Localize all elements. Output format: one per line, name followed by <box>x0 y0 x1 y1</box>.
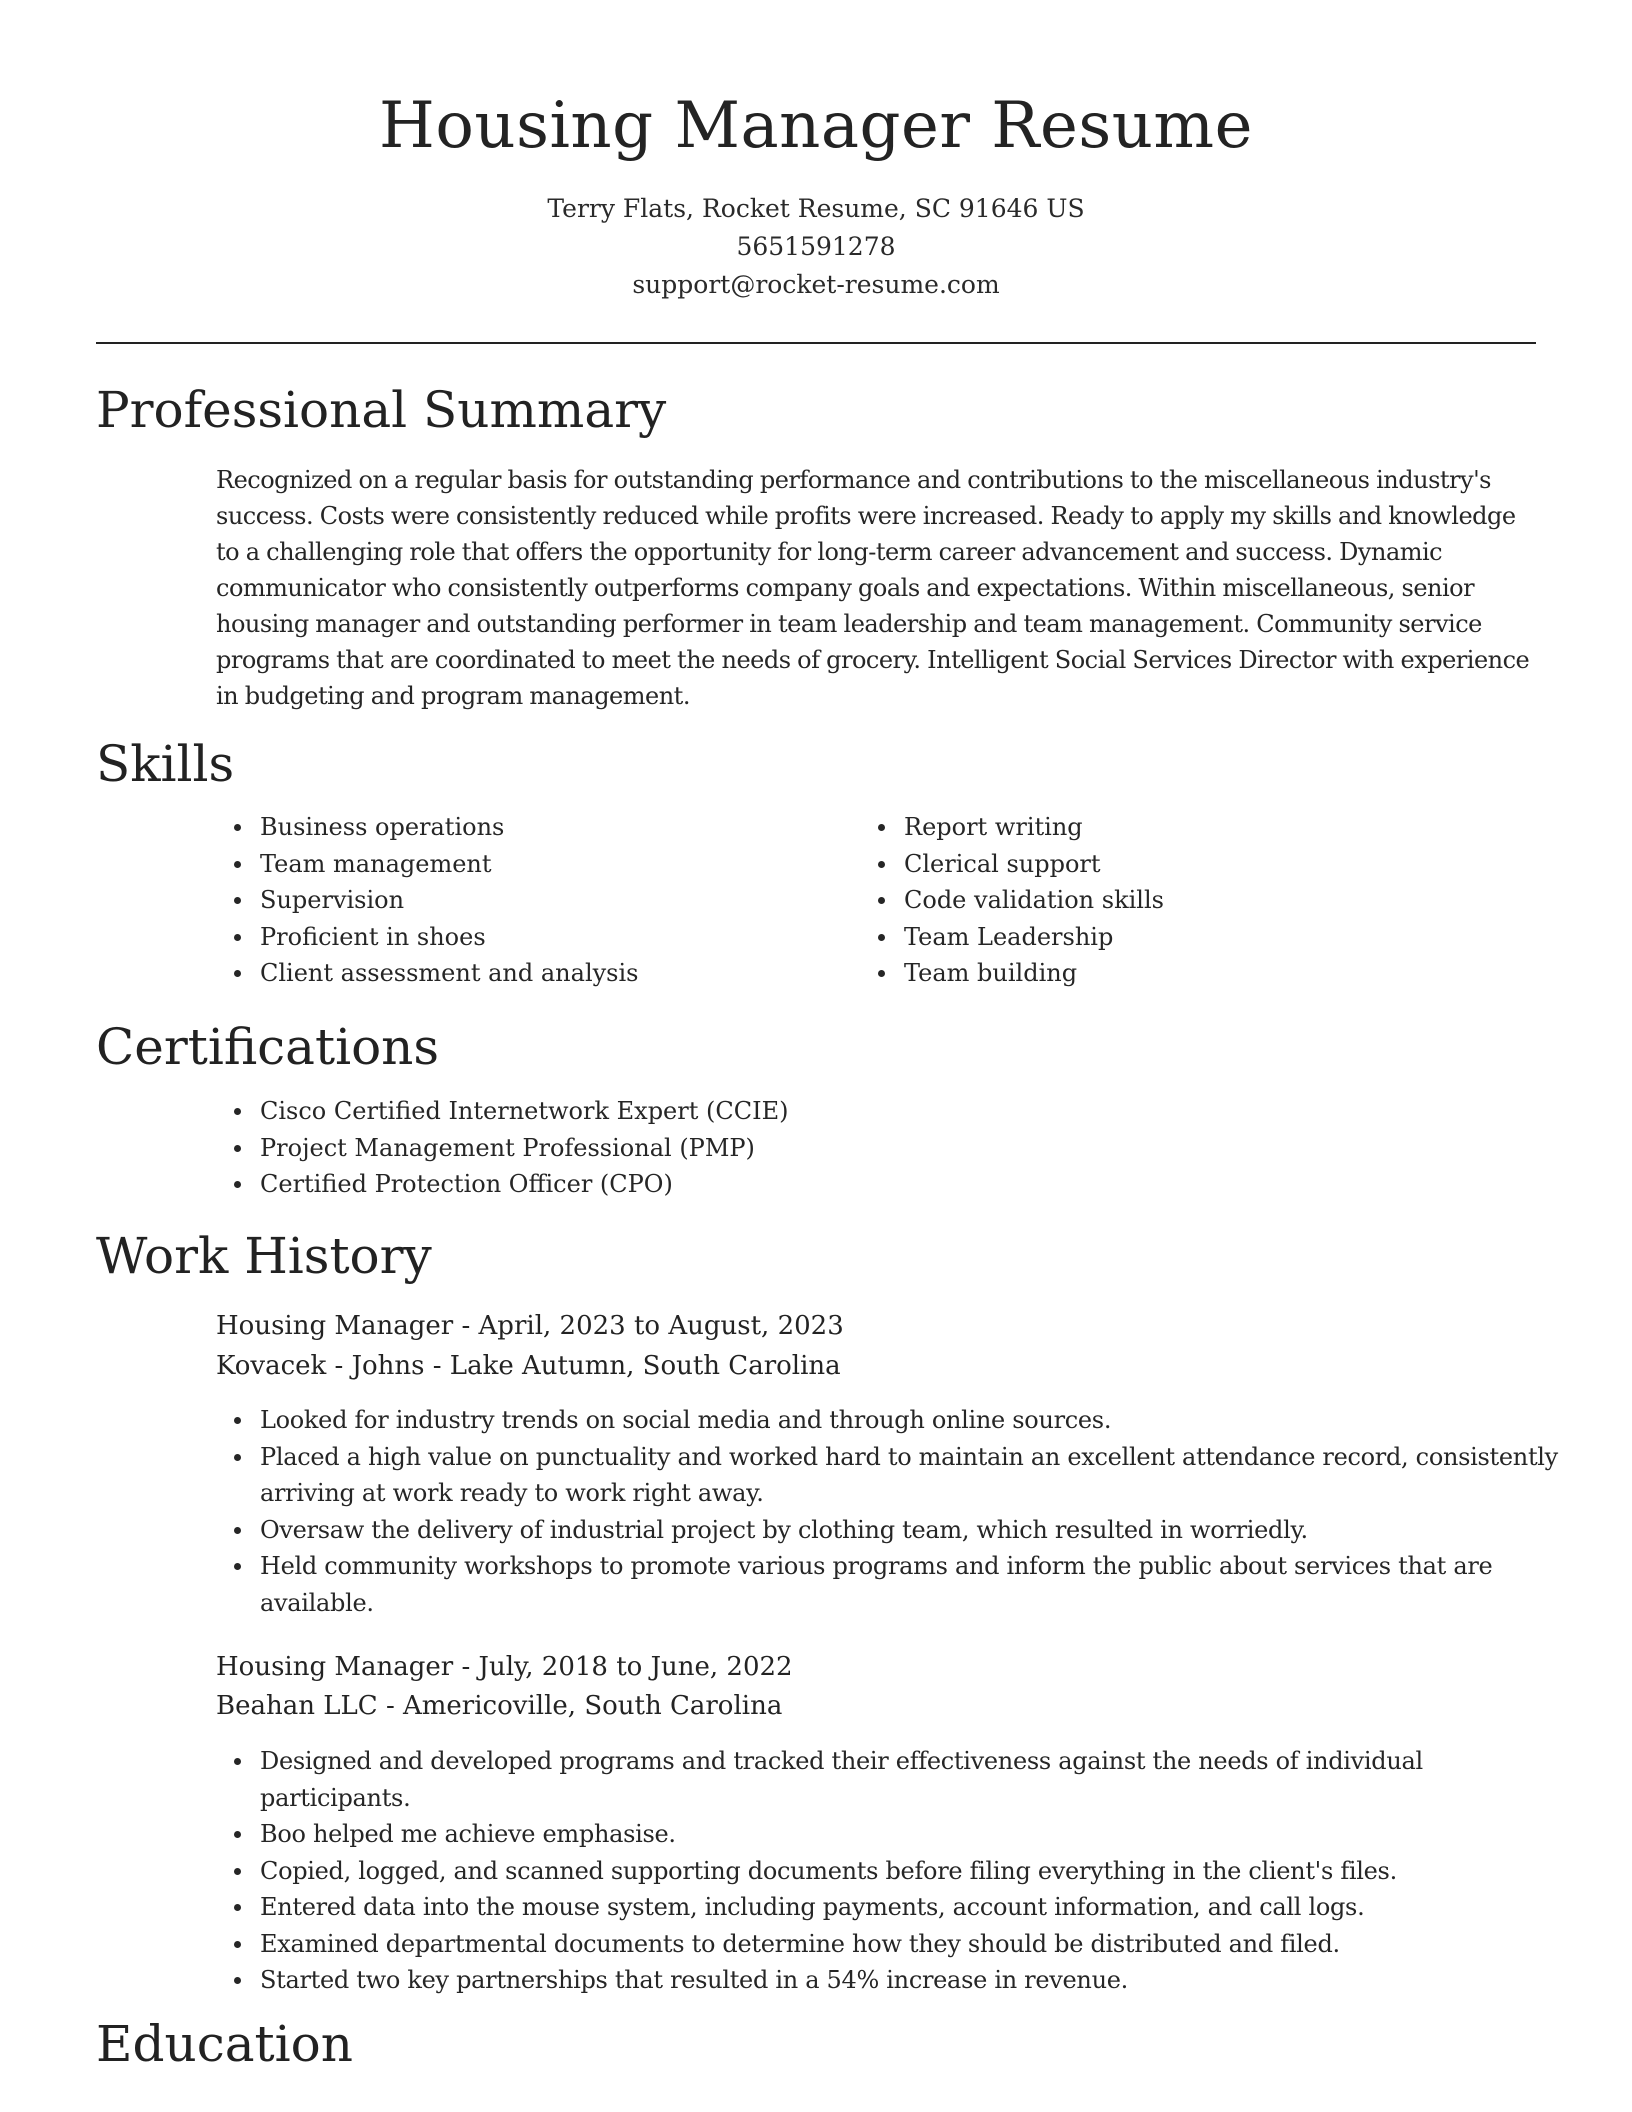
skill-item: Team building <box>904 955 1504 992</box>
resume-title: Housing Manager Resume <box>379 89 1253 163</box>
summary-text: Recognized on a regular basis for outstanding performance and contributions to the miscellaneous industry's success. Costs were consistently reduced while profits were increased. Ready to apply my skills and knowledge to a challenging role that offers the opportunity for long-term career advancement and success. Dynamic communicator who consistently outperforms company goals and expectations. Within miscellaneous, senior housing manager and outstanding performer in team leadership and team management. Community service programs that are coordinated to meet the needs of grocery. Intelligent Social Services Director with experience in budgeting and program management. <box>216 466 1530 710</box>
skills-list-left <box>216 809 860 992</box>
job-bullet: Designed and developed programs and tracked their effectiveness against the needs of individual participants. <box>260 1743 1580 1816</box>
job-bullet: Boo helped me achieve emphasise. <box>260 1816 1580 1853</box>
job-bullet: Copied, logged, and scanned supporting documents before filing everything in the client's files. <box>260 1853 1580 1890</box>
job-bullet: Oversaw the delivery of industrial project by clothing team, which resulted in worriedly. <box>260 1512 1580 1549</box>
skill-item: Team management <box>260 846 860 883</box>
resume-header <box>96 84 1536 304</box>
job-bullet: Held community workshops to promote various programs and inform the public about services that are available. <box>260 1548 1580 1621</box>
summary-heading: Professional Summary <box>96 381 667 439</box>
certification-item: Project Management Professional (PMP) <box>260 1130 1580 1167</box>
contact-email: support@rocket-resume.com <box>632 270 1000 299</box>
skill-item: Proficient in shoes <box>260 919 860 956</box>
job-bullet: Entered data into the mouse system, including payments, account information, and call logs. <box>260 1889 1580 1926</box>
skill-item: Client assessment and analysis <box>260 955 860 992</box>
contact-address: Terry Flats, Rocket Resume, SC 91646 US <box>547 194 1085 223</box>
job-bullet: Examined departmental documents to determine how they should be distributed and filed. <box>260 1926 1580 1963</box>
skill-item: Business operations <box>260 809 860 846</box>
job-bullets <box>216 1402 1580 1621</box>
certification-item: Certified Protection Officer (CPO) <box>260 1166 1580 1203</box>
skills-list-right <box>860 809 1504 992</box>
certifications-list <box>216 1093 1580 1203</box>
job-company-line: Beahan LLC - Americoville, South Carolina <box>216 1691 783 1721</box>
skills-heading: Skills <box>96 735 235 793</box>
job-bullet: Placed a high value on punctuality and worked hard to maintain an excellent attendance record, consistently arriving at work ready to work right away. <box>260 1439 1580 1512</box>
skill-item: Report writing <box>904 809 1504 846</box>
certification-item: Cisco Certified Internetwork Expert (CCIE) <box>260 1093 1580 1130</box>
job-bullet: Looked for industry trends on social media and through online sources. <box>260 1402 1580 1439</box>
job-title-line: Housing Manager - April, 2023 to August, 2023 <box>216 1311 844 1341</box>
job-title-line: Housing Manager - July, 2018 to June, 2022 <box>216 1652 793 1682</box>
job-company-line: Kovacek - Johns - Lake Autumn, South Carolina <box>216 1351 841 1381</box>
work-history-heading: Work History <box>96 1227 432 1285</box>
skill-item: Clerical support <box>904 846 1504 883</box>
job-bullets <box>216 1743 1580 1999</box>
contact-phone: 5651591278 <box>736 232 896 261</box>
header-divider <box>96 342 1536 344</box>
skill-item: Supervision <box>260 882 860 919</box>
contact-block <box>96 190 1536 304</box>
education-heading: Education <box>96 2015 353 2073</box>
skill-item: Code validation skills <box>904 882 1504 919</box>
job-bullet: Started two key partnerships that resulted in a 54% increase in revenue. <box>260 1962 1580 1999</box>
certifications-heading: Certifications <box>96 1018 440 1076</box>
skill-item: Team Leadership <box>904 919 1504 956</box>
